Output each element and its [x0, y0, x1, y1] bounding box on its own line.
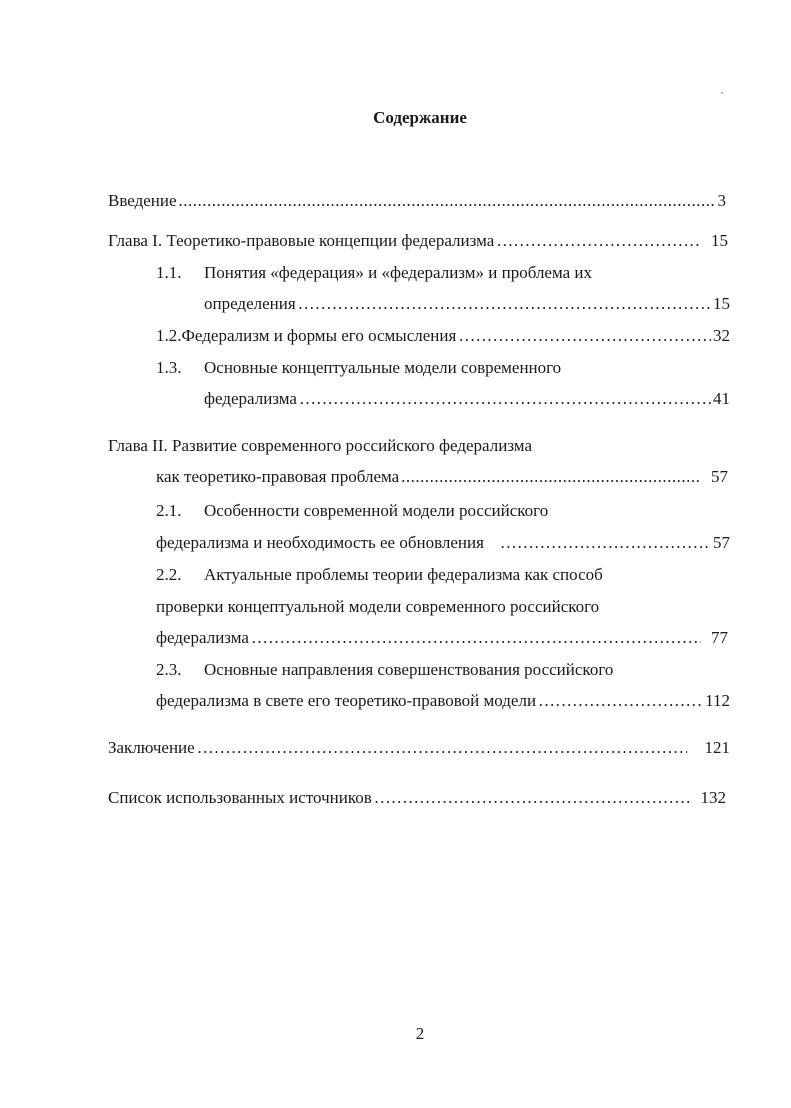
toc-page-number: 57: [711, 467, 728, 486]
toc-leader-dots: [401, 466, 701, 488]
page-title: Содержание: [373, 108, 467, 127]
toc-label: Особенности современной модели российского: [204, 501, 549, 520]
toc-entry-section-2-2-cont2[interactable]: [156, 627, 728, 649]
toc-label: Заключение: [108, 738, 195, 757]
toc-entry-section-2-2[interactable]: [156, 564, 676, 586]
toc-entry-section-1-3[interactable]: [156, 357, 656, 379]
toc-label: Основные направления совершенствования российского: [204, 660, 614, 679]
toc-section-number: 1.2.: [156, 326, 182, 345]
toc-label: Основные концептуальные модели современного: [204, 358, 562, 377]
toc-leader-dots: [197, 737, 687, 759]
toc-entry-chapter-1[interactable]: [108, 230, 728, 252]
page-number: 2: [415, 1024, 425, 1043]
toc-leader-dots: [299, 388, 711, 410]
toc-leader-dots: [458, 325, 711, 347]
toc-label: Список использованных источников: [108, 788, 372, 807]
toc-page-number: 112: [705, 691, 730, 710]
toc-entry-chapter-2-cont[interactable]: [156, 466, 728, 488]
toc-section-number: 2.3.: [156, 660, 182, 679]
toc-leader-dots: [500, 532, 711, 554]
toc-page-number: 77: [711, 628, 728, 647]
scan-speck: [721, 92, 723, 94]
toc-label: федерализма в свете его теоретико-правовой модели: [156, 691, 537, 710]
toc-page-number: 132: [700, 788, 726, 807]
toc-label: как теоретико-правовая проблема: [156, 467, 400, 486]
toc-entry-conclusion[interactable]: [108, 737, 730, 759]
toc-leader-dots: [298, 293, 711, 315]
toc-leader-dots: [374, 787, 693, 809]
toc-label: Глава II. Развитие современного российского федерализма: [108, 436, 532, 455]
toc-entry-intro[interactable]: [108, 190, 726, 212]
toc-entry-section-1-1-cont[interactable]: [204, 293, 730, 315]
toc-leader-dots: [496, 230, 701, 252]
toc-section-number: 1.1.: [156, 263, 182, 282]
toc-label: Глава I. Теоретико-правовые концепции федерализма: [108, 231, 495, 250]
toc-page-number: 57: [713, 533, 730, 552]
toc-entry-section-2-3[interactable]: [156, 659, 676, 681]
toc-entry-section-1-3-cont[interactable]: [204, 388, 730, 410]
toc-leader-dots: [538, 690, 703, 712]
toc-entry-section-2-1[interactable]: [156, 500, 656, 522]
toc-entry-section-2-3-cont[interactable]: [156, 690, 730, 712]
toc-label: федерализма: [156, 628, 249, 647]
toc-page-number: 41: [713, 389, 730, 408]
toc-label: определения: [204, 294, 296, 313]
toc-section-number: 2.2.: [156, 565, 182, 584]
toc-section-number: 2.1.: [156, 501, 182, 520]
toc-entry-chapter-2[interactable]: [108, 435, 668, 457]
toc-entry-section-1-2[interactable]: [156, 325, 730, 347]
toc-label: федерализма: [204, 389, 297, 408]
toc-entry-section-1-1[interactable]: [156, 262, 656, 284]
toc-page-number: 121: [704, 738, 730, 757]
toc-page-number: 3: [717, 191, 726, 210]
toc-leader-dots: [179, 190, 716, 212]
toc-label: Актуальные проблемы теории федерализма как способ: [204, 565, 603, 584]
toc-page-number: 32: [713, 326, 730, 345]
toc-entry-section-2-2-cont[interactable]: [156, 596, 696, 618]
toc-label: Федерализм и формы его осмысления: [181, 326, 457, 345]
toc-leader-dots: [251, 627, 701, 649]
toc-entry-section-2-1-cont[interactable]: [156, 532, 730, 554]
toc-label: федерализма и необходимость ее обновления: [156, 533, 484, 552]
toc-entry-sources[interactable]: [108, 787, 726, 809]
toc-label: Понятия «федерация» и «федерализм» и проблема их: [204, 263, 593, 282]
toc-page-number: 15: [713, 294, 730, 313]
toc-label: проверки концептуальной модели современного российского: [156, 597, 600, 616]
toc-page-number: 15: [711, 231, 728, 250]
toc-label: Введение: [108, 191, 177, 210]
toc-section-number: 1.3.: [156, 358, 182, 377]
